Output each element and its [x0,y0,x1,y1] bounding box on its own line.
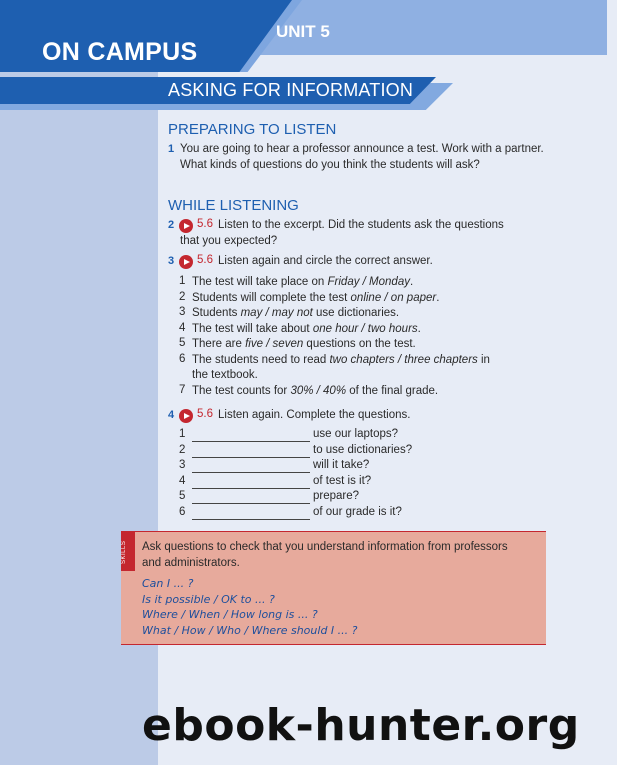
item-number: 3 [179,306,186,318]
question-number: 1 [179,428,186,440]
preparing-heading: PREPARING TO LISTEN [168,121,337,138]
item-text-prefix: The test counts for [192,385,291,397]
answer-options[interactable]: Friday / Monday [327,276,410,288]
skills-label: SKILLS [121,540,127,564]
item-text [192,368,258,384]
answer-options[interactable]: two chapters / three chapters [329,354,478,366]
question-number: 5 [179,490,186,502]
exercise-number: 4 [168,409,175,421]
answer-options[interactable]: one hour / two hours [312,323,418,335]
answer-blank[interactable] [192,507,310,520]
track-number: 5.6 [197,254,213,266]
section-title: ASKING FOR INFORMATION [168,80,414,100]
item-number: 5 [179,337,186,349]
question-text: to use dictionaries? [313,444,413,456]
item-text-suffix: in [477,354,490,366]
item-text [192,291,439,307]
item-text-prefix: The students need to read [192,354,330,366]
answer-blank[interactable] [192,445,310,458]
answer-blank[interactable] [192,460,310,473]
item-text-suffix: . [409,276,414,288]
unit-label: UNIT 5 [276,22,330,41]
question-number: 4 [179,475,186,487]
watermark: ebook-hunter.org [142,700,580,751]
question-text: prepare? [313,490,360,502]
exercise-number: 1 [168,143,175,155]
answer-blank[interactable] [192,429,310,442]
exercise-4-instruction: Listen again. Complete the questions. [218,409,411,421]
play-audio-icon[interactable] [179,409,193,423]
item-text-suffix: of the final grade. [346,385,439,397]
item-text [192,384,438,400]
answer-options[interactable]: 30% / 40% [290,385,347,397]
item-text-prefix: the textbook. [192,369,258,381]
item-text [192,322,421,338]
item-text [192,353,490,369]
exercise-2-line-1: Listen to the excerpt. Did the students ask the questions [218,219,504,231]
skills-line-2: and administrators. [142,556,240,569]
skills-text [142,540,532,571]
item-text-suffix: use dictionaries. [312,307,400,319]
answer-blank[interactable] [192,476,310,489]
item-number: 1 [179,275,186,287]
skills-phrase: Is it possible / OK to ... ? [142,593,275,606]
exercise-number: 2 [168,219,175,231]
skills-line-1: Ask questions to check that you understand information from professors [142,541,508,553]
answer-options[interactable]: may / may not [240,307,313,319]
item-text-suffix: . [417,323,421,335]
item-text [192,275,413,291]
item-text-prefix: There are [192,338,246,350]
page-title: ON CAMPUS [42,38,198,66]
track-number: 5.6 [197,408,213,420]
item-number: 2 [179,291,186,303]
item-text-prefix: The test will take place on [192,276,328,288]
track-number: 5.6 [197,218,213,230]
while-heading: WHILE LISTENING [168,197,299,214]
answer-blank[interactable] [192,491,310,504]
question-text: of our grade is it? [313,506,402,518]
item-number: 7 [179,384,186,396]
exercise-number: 3 [168,255,175,267]
question-text: of test is it? [313,475,372,487]
item-number: 6 [179,353,186,365]
answer-options[interactable]: five / seven [245,338,304,350]
question-text: use our laptops? [313,428,399,440]
skills-phrase: What / How / Who / Where should I ... ? [142,624,358,637]
item-text [192,337,416,353]
exercise-3-instruction: Listen again and circle the correct answer. [218,255,433,267]
item-text [192,306,399,322]
item-text-prefix: Students will complete the test [192,292,351,304]
exercise-1-line-1: You are going to hear a professor announce a test. Work with a partner. [180,143,544,155]
play-audio-icon[interactable] [179,255,193,269]
play-audio-icon[interactable] [179,219,193,233]
item-text-prefix: Students [192,307,241,319]
item-text-suffix: questions on the test. [303,338,416,350]
question-text: will it take? [313,459,370,471]
left-margin-strip [0,0,158,765]
question-number: 2 [179,444,186,456]
skills-phrase: Where / When / How long is ... ? [142,608,318,621]
exercise-2-line-2: that you expected? [180,235,278,247]
item-text-suffix: . [436,292,440,304]
question-number: 3 [179,459,186,471]
answer-options[interactable]: online / on paper [350,292,437,304]
item-number: 4 [179,322,186,334]
exercise-1-line-2: What kinds of questions do you think the students will ask? [180,159,480,171]
question-number: 6 [179,506,186,518]
skills-phrase: Can I ... ? [142,577,194,590]
item-text-prefix: The test will take about [192,323,313,335]
